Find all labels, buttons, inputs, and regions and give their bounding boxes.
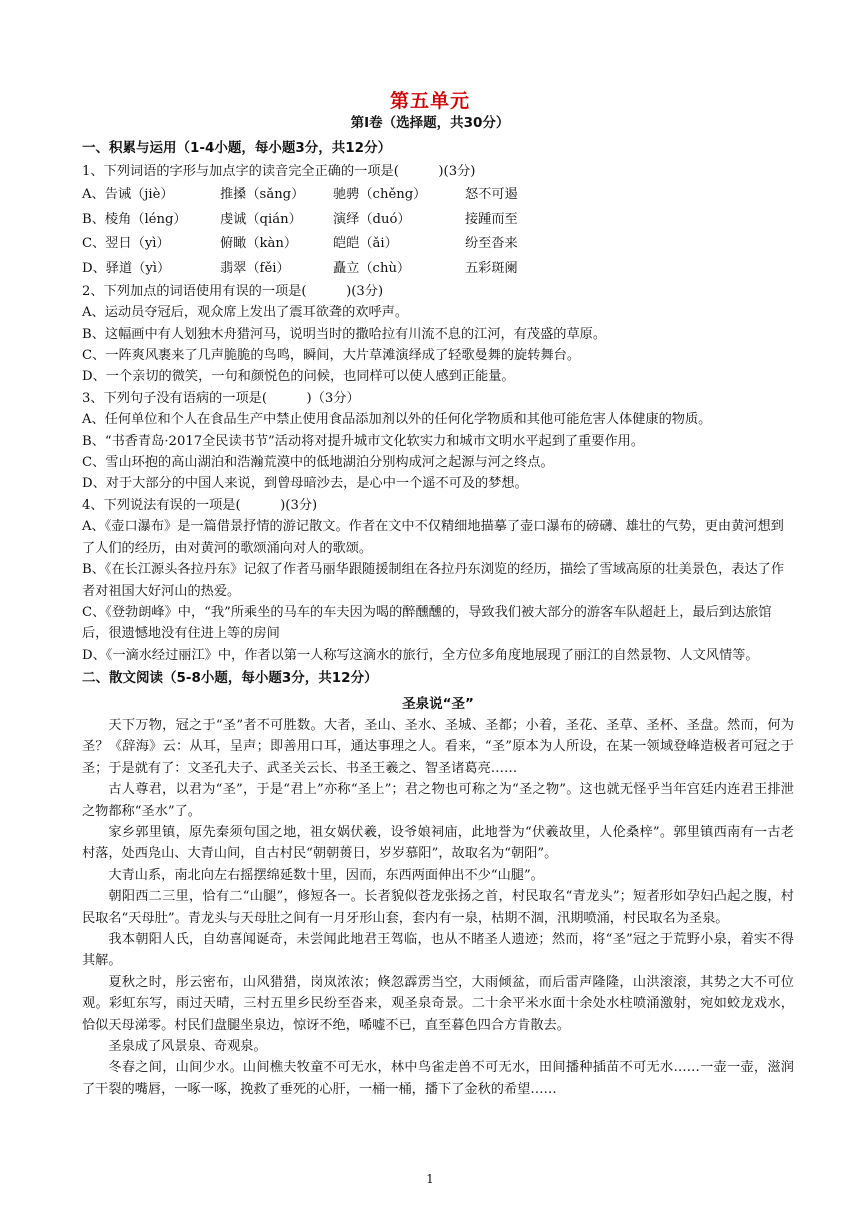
question-1-stem: 1、下列词语的字形与加点字的读音完全正确的一项是( )(3分) [82, 164, 476, 180]
question-3-option-b: B、“书香青岛·2017全民读书节”活动将对提升城市文化软实力和城市文明水平起到了重要作用。 [82, 433, 645, 449]
option-cell: 接踵而至 [465, 211, 518, 227]
question-3-stem: 3、下列句子没有语病的一项是( )（3分） [82, 390, 360, 406]
question-2-option-b: B、这幅画中有人划独木舟猎河马，说明当时的撒哈拉有川流不息的江河，有茂盛的草原。 [82, 326, 606, 342]
article-paragraph: 大青山系，南北向左右摇摆绵延数十里，因而，东西两面伸出不少“山腿”。 [108, 867, 544, 883]
article-paragraph: 朝阳西二三里，恰有二“山腿”，修短各一。长者貌似苍龙张扬之首，村民取名“青龙头”；短者形如孕妇凸起之腹，村民取名“天母肚”。青龙头与天母肚之间有一月牙形山套，套内有一泉，枯期不涸，汛期喷涌，村民取名为圣泉。 [82, 889, 794, 926]
option-cell: B、棱角（léng） [82, 211, 187, 227]
question-4-stem: 4、下列说法有误的一项是( )(3分) [82, 497, 318, 513]
option-cell: 俯瞰（kàn） [220, 236, 298, 252]
question-4-option-a: A、《壶口瀑布》是一篇借景抒情的游记散文。作者在文中不仅精细地描摹了壶口瀑布的磅礴、雄壮的气势，更由黄河想到了人们的经历，由对黄河的歌颂涌向对人的歌颂。 [82, 519, 784, 556]
article-paragraph: 夏秋之时，彤云密布，山风猎猎，岗岚浓浓；倏忽霹雳当空，大雨倾盆，而后雷声隆隆，山洪滚滚，其势之大不可位观。彩虹东写，雨过天晴，三村五里乡民纷至沓来，观圣泉奇景。二十余平米水面十余处水柱喷涌激射，宛如蛟龙戏水，恰似天母涕零。村民们盘腿坐泉边，惊讶不绝，唏嘘不已，直至暮色四合方肯散去。 [82, 974, 794, 1033]
paper-subtitle: 第Ⅰ卷（选择题，共30分） [350, 115, 510, 131]
option-cell: 纷至沓来 [465, 236, 518, 252]
article-paragraph: 古人尊君，以君为“圣”，于是“君上”亦称“圣上”；君之物也可称之为“圣之物”。这也就无怪乎当年宫廷内连君王排泄之物都称“圣水”了。 [82, 782, 794, 819]
article-title: 圣泉说“圣” [402, 695, 474, 712]
option-cell: A、告诫（jiè） [82, 187, 174, 203]
question-3-option-a: A、任何单位和个人在食品生产中禁止使用食品添加剂以外的任何化学物质和其他可能危害人体健康的物质。 [82, 412, 712, 428]
question-4-option-c: C、《登勃朗峰》中，“我”所乘坐的马车的车夫因为喝的醉醺醺的，导致我们被大部分的游客车队超赶上，最后到达旅馆后，很遗憾地没有住进上等的房间 [82, 604, 772, 642]
document-body [82, 136, 794, 1100]
question-3-option-c: C、雪山环抱的高山湖泊和浩瀚荒漠中的低地湖泊分别构成河之起源与河之终点。 [82, 455, 554, 471]
article-paragraph: 天下万物，冠之于“圣”者不可胜数。大者，圣山、圣水、圣城、圣都；小着，圣花、圣草、圣杯、圣盘。然而，何为圣？《辞海》云：从耳，呈声；即善用口耳，通达事理之人。看来，“圣”原本为人所设，在某一领域登峰造极者可冠之于圣；于是就有了：文圣孔夫子、武圣关云长、书圣王羲之、智圣诸葛亮…… [82, 717, 794, 776]
article-paragraph: 圣泉成了风景泉、奇观泉。 [108, 1039, 267, 1055]
article-paragraph: 我本朝阳人氏，自幼喜闻诞奇，未尝闻此地君王驾临，也从不睹圣人遗迹；然而，将“圣”冠之于荒野小泉，着实不得其解。 [82, 932, 794, 969]
question-1-option-c [82, 232, 794, 257]
section-heading-1: 一、积累与运用（1-4小题，每小题3分，共12分） [82, 140, 392, 156]
question-1-option-b [82, 207, 794, 232]
option-cell: 怒不可遏 [465, 187, 518, 203]
question-2-option-c: C、一阵爽风裹来了几声脆脆的鸟鸣，瞬间，大片草滩演绎成了轻歌曼舞的旋转舞台。 [82, 348, 581, 364]
option-cell: C、翌日（yì） [82, 236, 170, 252]
option-cell: 翡翠（fěi） [220, 260, 290, 276]
question-2-stem: 2、下列加点的词语使用有误的一项是( )(3分) [82, 283, 384, 299]
option-cell: 虔诚（qián） [220, 211, 302, 227]
article-paragraph: 家乡郭里镇，原先秦须句国之地，祖女娲伏羲，设爷娘祠庙，此地誉为“伏羲故里，人伦桑梓”。郭里镇西南有一古老村落，处西凫山、大青山间，自古村民“朝朝蒉日，岁岁慕阳”，故取名为“朝阳”。 [82, 824, 794, 862]
question-2-option-d: D、一个亲切的微笑，一句和颜悦色的问候，也同样可以使人感到正能量。 [82, 369, 515, 385]
question-2-option-a: A、运动员夺冠后，观众席上发出了震耳欲聋的欢呼声。 [82, 305, 409, 321]
question-4-option-b: B、《在长江源头各拉丹东》记叙了作者马丽华跟随援制组在各拉丹东浏览的经历，描绘了雪域高原的壮美景色，表达了作者对祖国大好河山的热爱。 [82, 562, 785, 599]
question-4-option-d: D、《一滴水经过丽江》中，作者以第一人称写这滴水的旅行，全方位多角度地展现了丽江的自然景物、人文风情等。 [82, 647, 759, 663]
option-cell: 五彩斑阑 [465, 260, 518, 276]
option-cell: 推搡（sǎng） [220, 187, 305, 203]
option-cell: 演绎（duó） [333, 211, 411, 227]
article-paragraph: 冬春之间，山间少水。山间樵夫牧童不可无水，林中鸟雀走兽不可无水，田间播种插苗不可无水……一壶一壶，滋润了干裂的嘴唇，一啄一啄，挽救了垂死的心肝，一桶一桶，播下了金秋的希望…… [82, 1060, 794, 1097]
option-cell: D、驿道（yì） [82, 260, 171, 276]
page-title: 第五单元 [389, 90, 470, 112]
option-cell: 皑皑（ǎi） [333, 236, 398, 252]
question-1-option-a [82, 183, 794, 208]
question-3-option-d: D、对于大部分的中国人来说，到曾母暗沙去，是心中一个遥不可及的梦想。 [82, 476, 528, 492]
question-1-option-d [82, 256, 794, 281]
section-heading-2: 二、散文阅读（5-8小题，每小题3分，共12分） [82, 670, 378, 687]
option-cell: 驰骋（chěng） [333, 187, 427, 203]
page-number: 1 [426, 1172, 434, 1186]
option-cell: 矗立（chù） [333, 260, 411, 276]
